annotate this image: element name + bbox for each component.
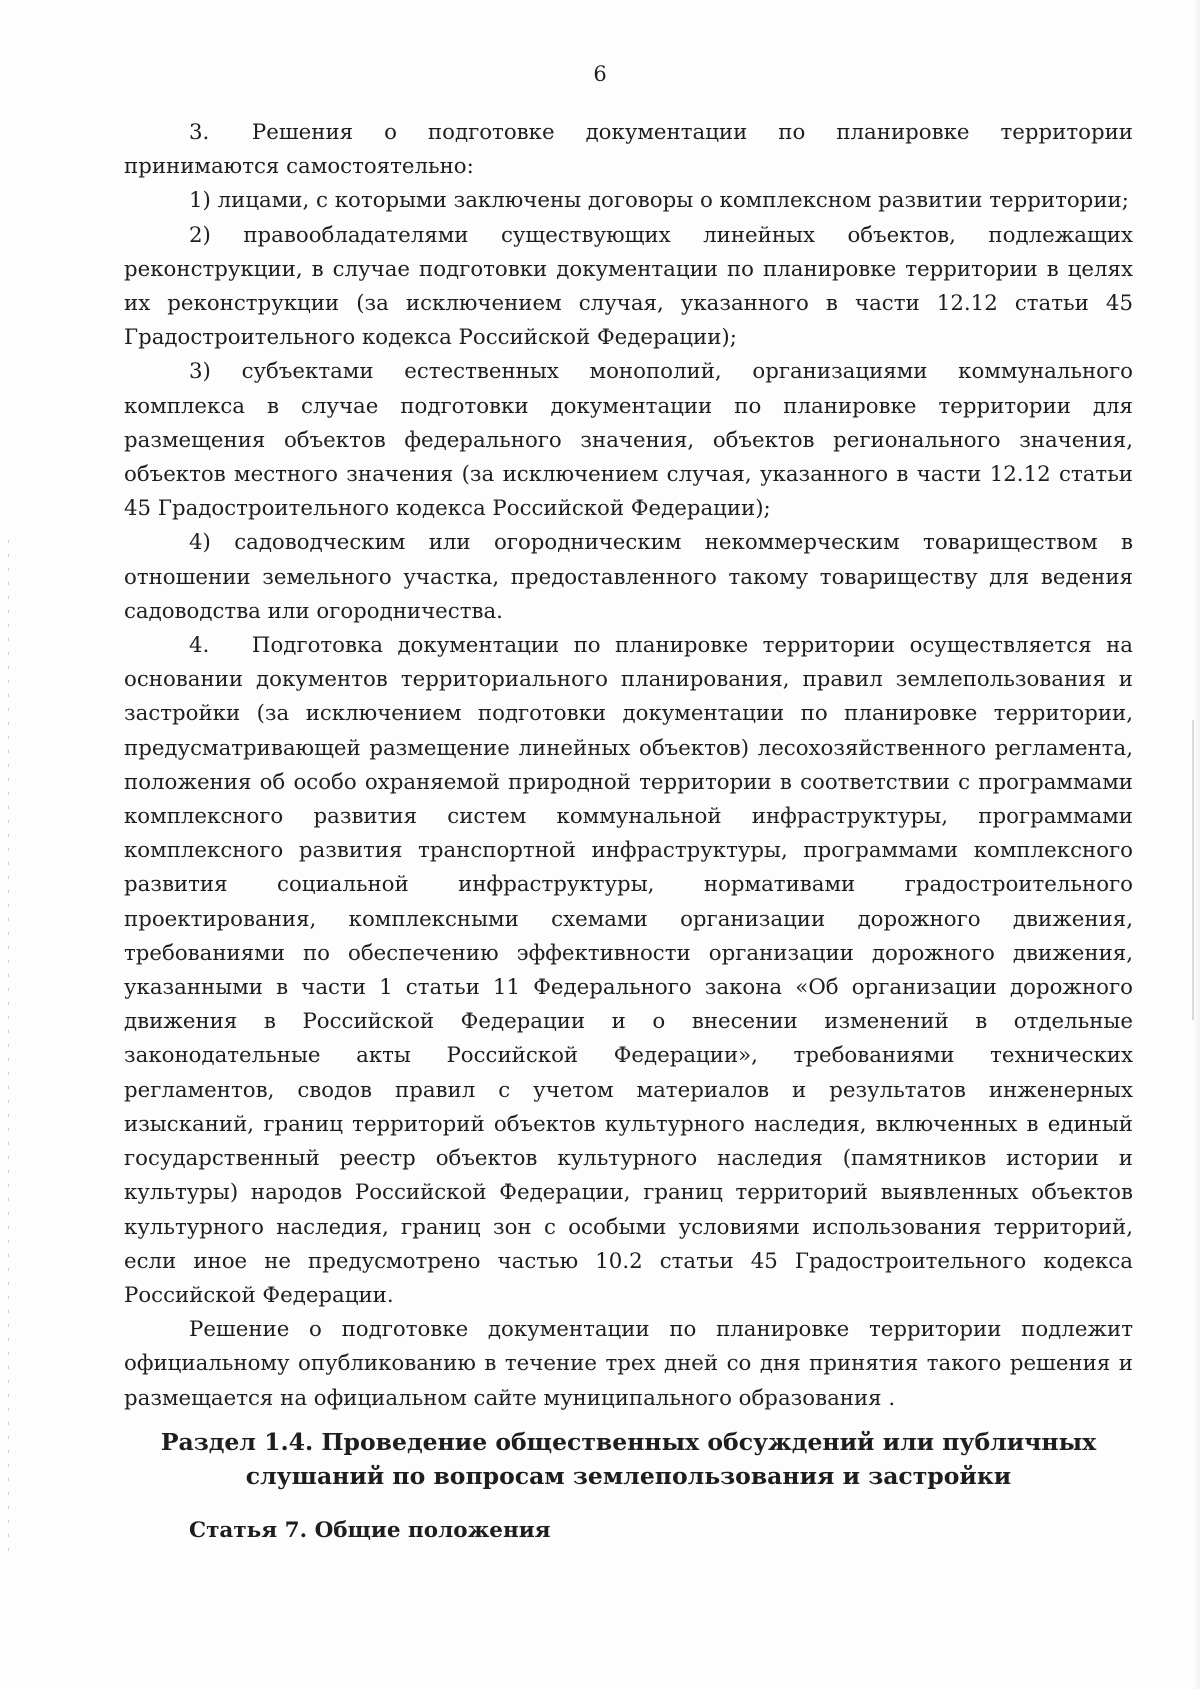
- section-heading: Раздел 1.4. Проведение общественных обсуждений или публичных слушаний по вопросам землепользования и застройки: [160, 1428, 1097, 1490]
- paragraph-3-item-4: 4) садоводческим или огородническим некоммерческим товариществом в отношении земельного участка, предоставленного такому товариществу для ведения садоводства или огородничества.: [124, 530, 1133, 624]
- paragraph-4: 4. Подготовка документации по планировке территории осуществляется на основании документов территориального планирования, правил землепользования и застройки (за исключением подготовки документации по планировке территории, предусматривающей размещение линейных объектов) лесохозяйственного регламента, положения об особо охраняемой природной территории в соответствии с программами комплексного развития систем коммунальной инфраструктуры, программами комплексного развития транспортной инфраструктуры, программами комплексного развития социальной инфраструктуры, нормативами градостроительного проектирования, комплексными схемами организации дорожного движения, требованиями по обеспечению эффективности организации дорожного движения, указанными в части 1 статьи 11 Федерального закона «Об организации дорожного движения в Российской Федерации и о внесении изменений в отдельные законодательные акты Российской Федерации», требованиями технических регламентов, сводов правил с учетом материалов и результатов инженерных изысканий, границ территорий объектов культурного наследия, включенных в единый государственный реестр объектов культурного наследия (памятников истории и культуры) народов Российской Федерации, границ территорий выявленных объектов культурного наследия, границ зон с особыми условиями использования территорий, если иное не предусмотрено частью 10.2 статьи 45 Градостроительного кодекса Российской Федерации.: [124, 633, 1133, 1308]
- scan-edge-line: [1192, 720, 1194, 1020]
- paragraph-3-item-2: 2) правообладателями существующих линейных объектов, подлежащих реконструкции, в случае подготовки документации по планировке территории в целях их реконструкции (за исключением случая, указанного в части 12.12 статьи 45 Градостроительного кодекса Российской Федерации);: [124, 222, 1133, 351]
- paragraph-3-item-3: 3) субъектами естественных монополий, организациями коммунального комплекса в случае подготовки документации по планировке территории для размещения объектов федерального значения, объектов регионального значения, объектов местного значения (за исключением случая, указанного в части 12.12 статьи 45 Градостроительного кодекса Российской Федерации);: [124, 359, 1133, 522]
- paragraph-3: 3. Решения о подготовке документации по планировке территории принимаются самостоятельно:: [124, 120, 1133, 180]
- document-body: [124, 116, 1133, 1416]
- scan-margin-marks: [8, 540, 9, 1560]
- article-heading: Статья 7. Общие положения: [189, 1518, 551, 1543]
- paragraph-3-item-1: 1) лицами, с которыми заключены договоры о комплексном развитии территории;: [189, 188, 1129, 214]
- paragraph-decision-publication: Решение о подготовке документации по планировке территории подлежит официальному опубликованию в течение трех дней со дня принятия такого решения и размещается на официальном сайте муниципального образования .: [124, 1317, 1133, 1411]
- page-number: 6: [593, 62, 607, 86]
